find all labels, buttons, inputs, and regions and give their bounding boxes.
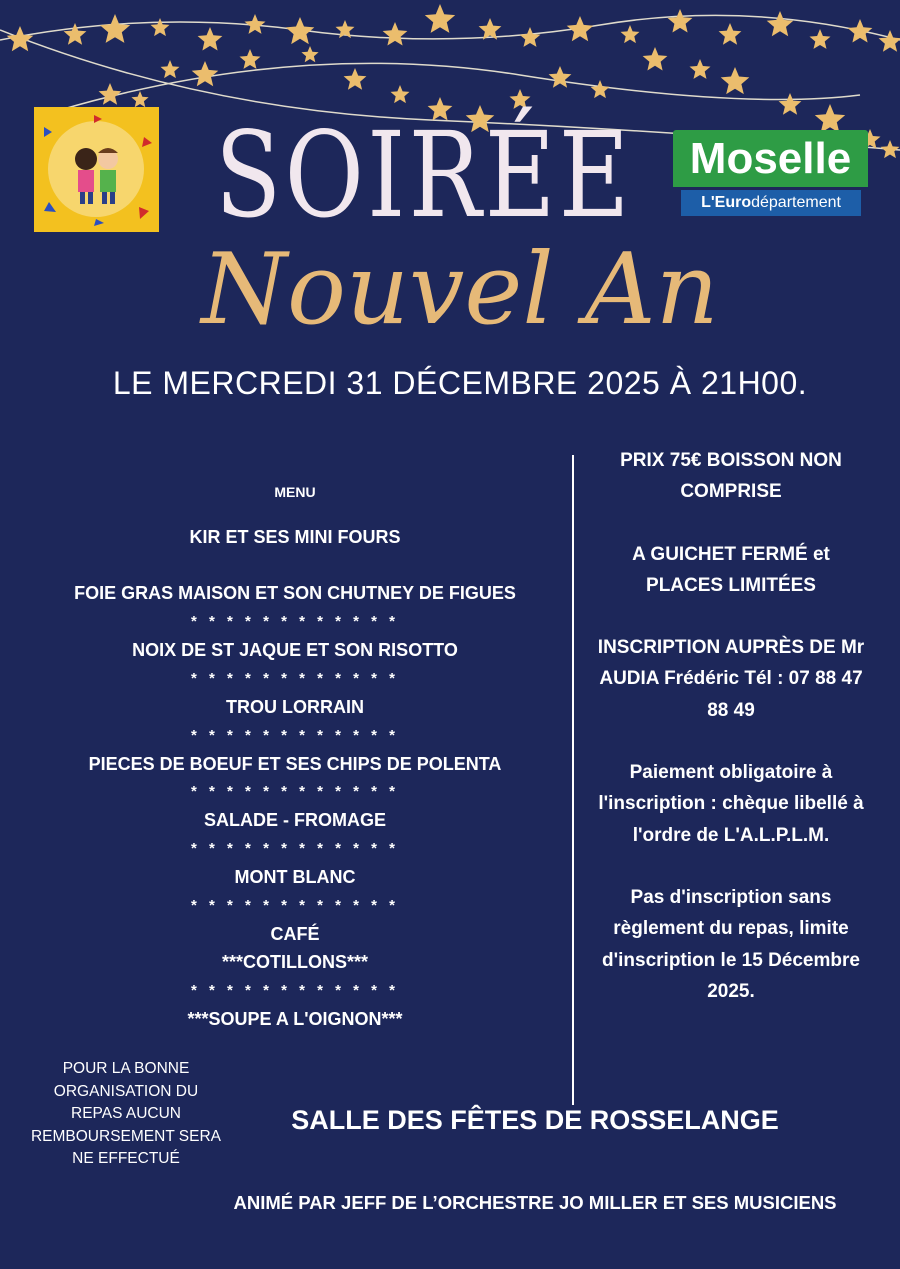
deadline-info: Pas d'inscription sans règlement du repas, limite d'inscription le 15 Décembre 2025.	[602, 886, 860, 1002]
column-divider	[572, 455, 574, 1105]
menu-item: NOIX DE ST JAQUE ET SON RISOTTO	[132, 640, 458, 661]
garland-star-icon	[198, 27, 223, 51]
garland-star-icon	[99, 83, 122, 105]
garland-star-icon	[567, 16, 594, 41]
garland-star-icon	[848, 19, 873, 43]
garland-star-icon	[881, 140, 900, 158]
guichet-info: A GUICHET FERMÉ et PLACES LIMITÉES	[632, 543, 830, 596]
title-soiree: SOIRÉE	[215, 106, 633, 244]
garland-star-icon	[879, 30, 900, 52]
info-section	[596, 445, 866, 1038]
menu-separator: * * * * * * * * * * * *	[191, 982, 399, 1000]
garland-star-icon	[591, 80, 610, 98]
garland-star-icon	[344, 68, 367, 90]
menu-section	[40, 478, 550, 1034]
menu-item-soup: ***SOUPE A L'OIGNON***	[187, 1009, 403, 1030]
moselle-logo	[673, 130, 868, 218]
garland-star-icon	[719, 23, 742, 45]
garland-star-icon	[383, 22, 408, 46]
garland-star-icon	[64, 23, 87, 45]
moselle-tagline: L'Eurodépartement	[681, 190, 861, 216]
garland-star-icon	[151, 18, 170, 36]
garland-star-icon	[286, 17, 315, 44]
price-info: PRIX 75€ BOISSON NON COMPRISE	[620, 450, 842, 503]
band-info: ANIMÉ PAR JEFF DE L’ORCHESTRE JO MILLER ET SES MUSICIENS	[233, 1192, 837, 1213]
garland-star-icon	[425, 4, 455, 33]
garland-star-icon	[721, 67, 750, 94]
moselle-name: Moselle	[673, 130, 868, 187]
menu-item-cotillons: ***COTILLONS***	[221, 952, 369, 973]
event-date: LE MERCREDI 31 DÉCEMBRE 2025 À 21H00.	[112, 365, 808, 401]
garland-star-icon	[131, 91, 148, 107]
garland-star-icon	[690, 59, 711, 79]
garland-star-icon	[100, 14, 130, 43]
garland-star-icon	[161, 60, 180, 78]
menu-separator: * * * * * * * * * * * *	[191, 613, 399, 631]
garland-star-icon	[621, 25, 640, 43]
association-logo	[34, 107, 159, 232]
inscription-info: INSCRIPTION AUPRÈS DE Mr AUDIA Frédéric Tél : 07 88 47 88 49	[597, 637, 865, 721]
menu-item: PIECES DE BOEUF ET SES CHIPS DE POLENTA	[88, 753, 502, 774]
payment-info: Paiement obligatoire à l'inscription : chèque libellé à l'ordre de L'A.L.P.L.M.	[598, 762, 864, 846]
menu-item: MONT BLANC	[234, 866, 356, 887]
garland-star-icon	[815, 104, 845, 133]
garland-star-icon	[643, 47, 668, 71]
menu-item: SALADE - FROMAGE	[204, 810, 386, 831]
menu-separator: * * * * * * * * * * * *	[191, 783, 399, 801]
garland-star-icon	[240, 49, 261, 69]
garland-star-icon	[520, 27, 541, 47]
menu-separator: * * * * * * * * * * * *	[191, 896, 399, 914]
garland-star-icon	[245, 14, 266, 34]
menu-item-starter: KIR ET SES MINI FOURS	[189, 526, 401, 547]
garland-star-icon	[668, 9, 693, 33]
title-nouvel-an: Nouvel An	[201, 233, 719, 347]
menu-separator: * * * * * * * * * * * *	[191, 669, 399, 687]
menu-separator: * * * * * * * * * * * *	[191, 726, 399, 744]
garland-star-icon	[301, 46, 318, 62]
menu-item-coffee: CAFÉ	[270, 923, 320, 944]
garland-star-icon	[7, 26, 34, 51]
garland-star-icon	[779, 93, 802, 115]
menu-title: MENU	[274, 484, 316, 500]
garland-star-icon	[767, 11, 794, 36]
garland-star-icon	[810, 29, 831, 49]
refund-notice: POUR LA BONNE ORGANISATION DU REPAS AUCUN REMBOURSEMENT SERA NE EFFECTUÉ	[30, 1060, 222, 1167]
menu-item: FOIE GRAS MAISON ET SON CHUTNEY DE FIGUES	[74, 583, 516, 604]
menu-separator: * * * * * * * * * * * *	[191, 839, 399, 857]
garland-star-icon	[192, 61, 219, 86]
kids-illustration	[34, 107, 159, 232]
venue: SALLE DES FÊTES DE ROSSELANGE	[291, 1105, 779, 1135]
menu-item: TROU LORRAIN	[226, 696, 364, 717]
garland-star-icon	[549, 66, 572, 88]
